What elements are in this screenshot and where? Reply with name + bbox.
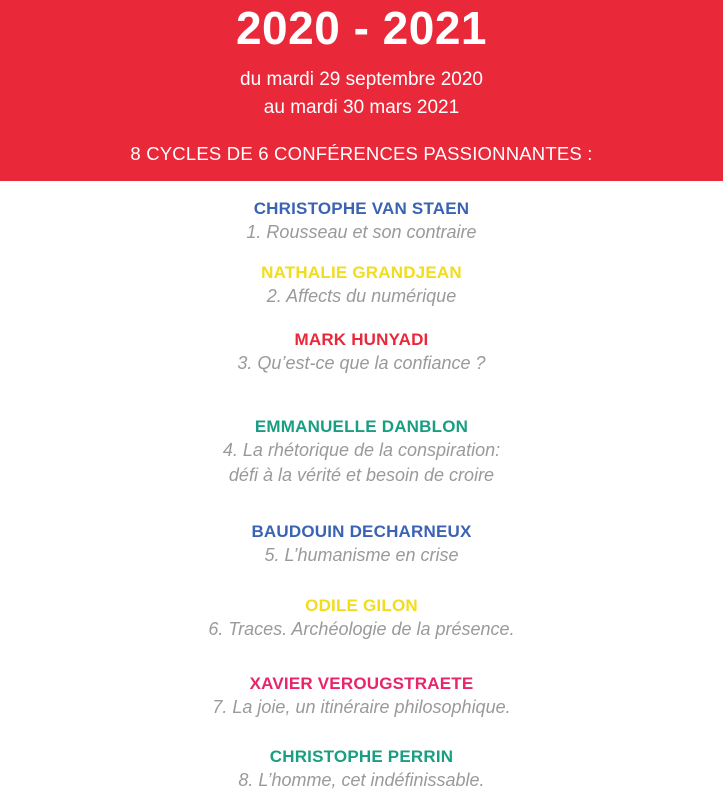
lecture-title: 2. Affects du numérique xyxy=(266,286,457,306)
date-range-end: au mardi 30 mars 2021 xyxy=(263,97,460,118)
lecture-title-line-1: 4. La rhétorique de la conspiration: xyxy=(222,440,501,460)
date-range-start: du mardi 29 septembre 2020 xyxy=(240,69,483,90)
speaker-name: NATHALIE GRANDJEAN xyxy=(261,263,462,282)
cycles-heading: 8 CYCLES DE 6 CONFÉRENCES PASSIONNANTES : xyxy=(130,143,593,164)
speaker-name: CHRISTOPHE VAN STAEN xyxy=(253,199,470,218)
lecture-title: 3. Qu’est-ce que la confiance ? xyxy=(237,353,486,373)
speaker-name: ODILE GILON xyxy=(305,596,418,615)
lecture-entry-5 xyxy=(0,521,723,568)
lecture-entry-2 xyxy=(0,262,723,309)
lecture-title: 7. La joie, un itinéraire philosophique. xyxy=(212,697,511,717)
lecture-title: 8. L’homme, cet indéfinissable. xyxy=(238,770,485,790)
lecture-entry-6 xyxy=(0,595,723,642)
speaker-name: MARK HUNYADI xyxy=(294,330,429,349)
speaker-name: XAVIER VEROUGSTRAETE xyxy=(249,674,474,693)
lecture-entry-1 xyxy=(0,198,723,245)
season-years: 2020 - 2021 xyxy=(235,2,488,54)
speaker-name: CHRISTOPHE PERRIN xyxy=(269,747,454,766)
lecture-title: 1. Rousseau et son contraire xyxy=(246,222,477,242)
lecture-title: 6. Traces. Archéologie de la présence. xyxy=(208,619,515,639)
lecture-entry-4 xyxy=(0,416,723,488)
lecture-entry-3 xyxy=(0,329,723,376)
speaker-name: BAUDOUIN DECHARNEUX xyxy=(251,522,472,541)
lecture-entry-8 xyxy=(0,746,723,793)
lecture-entry-7 xyxy=(0,673,723,720)
header-banner xyxy=(0,0,723,181)
lecture-title: 5. L’humanisme en crise xyxy=(264,545,459,565)
lecture-title-line-2: défi à la vérité et besoin de croire xyxy=(228,465,495,485)
speaker-name: EMMANUELLE DANBLON xyxy=(254,417,469,436)
